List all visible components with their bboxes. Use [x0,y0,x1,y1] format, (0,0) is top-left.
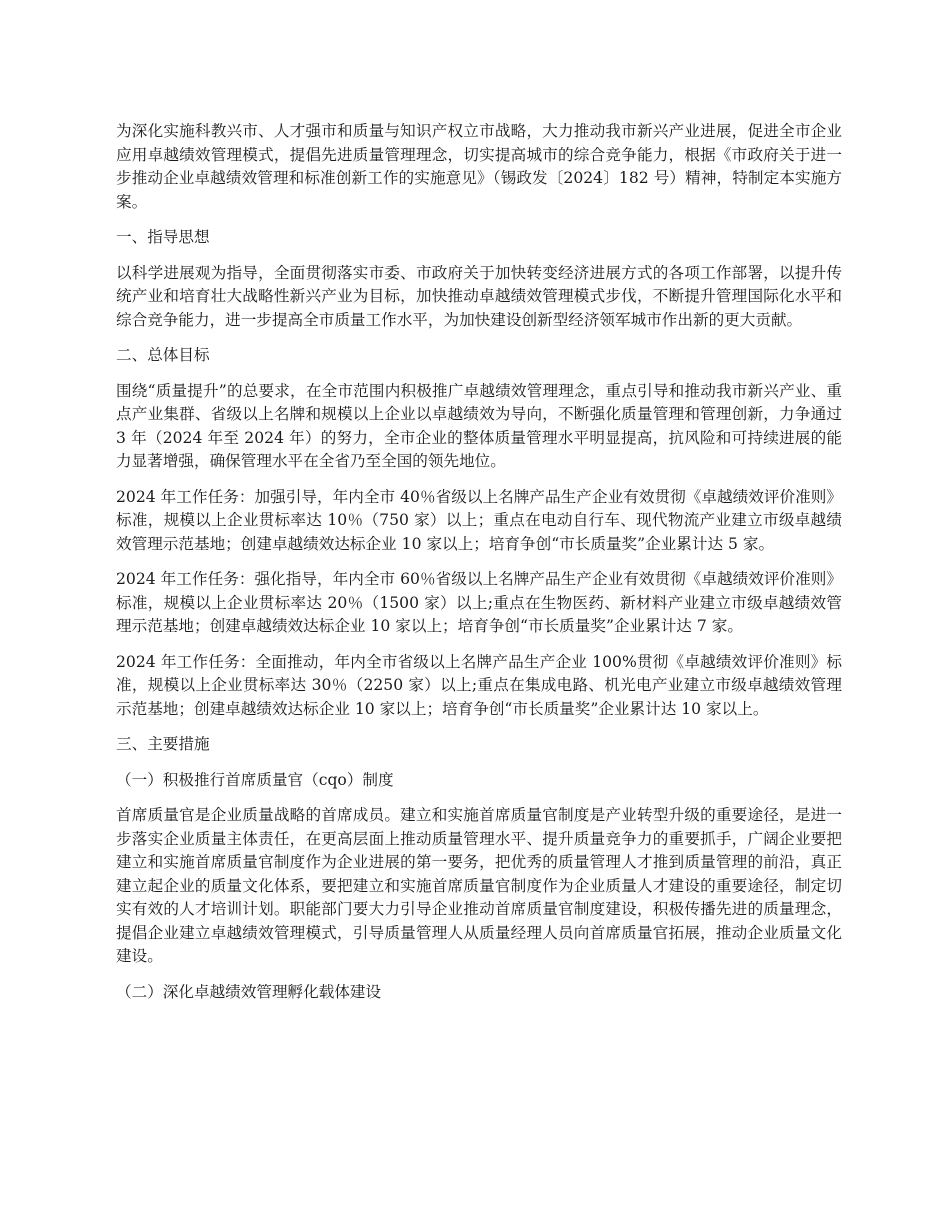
intro-paragraph: 为深化实施科教兴市、人才强市和质量与知识产权立市战略，大力推动我市新兴产业进展，促进全市企业应用卓越绩效管理模式，提倡先进质量管理理念，切实提高城市的综合竞争能力，根据《市政府关于进一步推动企业卓越绩效管理和标准创新工作的实施意见》（锡政发〔2024〕182 号）精神，特制定本实施方案。 [116,122,842,211]
section-heading-guiding-ideology: 一、指导思想 [116,228,210,246]
document-body [116,120,842,1016]
subsection-heading-cqo: （一）积极推行首席质量官（cqo）制度 [116,770,394,789]
cqo-paragraph: 首席质量官是企业质量战略的首席成员。建立和实施首席质量官制度是产业转型升级的重要途径，是进一步落实企业质量主体责任，在更高层面上推动质量管理水平、提升质量竞争力的重要抓手，广阔企业要把建立和实施首席质量官制度作为企业进展的第一要务，把优秀的质量管理人才推到质量管理的前沿，真正建立起企业的质量文化体系，要把建立和实施首席质量官制度作为企业质量人才建设的重要途径，制定切实有效的人才培训计划。职能部门要大力引导企业推动首席质量官制度建设，积极传播先进的质量理念，提倡企业建立卓越绩效管理模式，引导质量管理人从质量经理人员向首席质量官拓展，推动企业质量文化建设。 [116,806,842,965]
overall-goals-paragraph: 围绕“质量提升”的总要求，在全市范围内积极推广卓越绩效管理理念，重点引导和推动我市新兴产业、重点产业集群、省级以上名牌和规模以上企业以卓越绩效为导向，不断强化质量管理和管理创新，力争通过 3 年（2024 年至 2024 年）的努力，全市企业的整体质量管理水平明显提高，抗风险和可持续进展的能力显著增强，确保管理水平在全省乃至全国的领先地位。 [116,381,842,470]
task-paragraph-1: 2024 年工作任务：加强引导，年内全市 40％省级以上名牌产品生产企业有效贯彻《卓越绩效评价准则》标准，规模以上企业贯标率达 10％（750 家）以上；重点在电动自行车、现代物流产业建立市级卓越绩效管理示范基地；创建卓越绩效达标企业 10 家以上；培育争创“市长质量奖”企业累计达 5 家。 [116,487,842,553]
subsection-heading-incubation: （二）深化卓越绩效管理孵化载体建设 [116,982,382,1001]
task-paragraph-2: 2024 年工作任务：强化指导，年内全市 60％省级以上名牌产品生产企业有效贯彻《卓越绩效评价准则》标准，规模以上企业贯标率达 20％（1500 家）以上;重点在生物医药、新材料产业建立市级卓越绩效管理示范基地；创建卓越绩效达标企业 10 家以上；培育争创“市长质量奖”企业累计达 7 家。 [116,570,842,635]
guiding-ideology-paragraph: 以科学进展观为指导，全面贯彻落实市委、市政府关于加快转变经济进展方式的各项工作部署，以提升传统产业和培育壮大战略性新兴产业为目标，加快推动卓越绩效管理模式步伐，不断提升管理国际化水平和综合竞争能力，进一步提高全市质量工作水平，为加快建设创新型经济领军城市作出新的更大贡献。 [116,263,842,329]
section-heading-main-measures: 三、主要措施 [116,735,210,753]
task-paragraph-3: 2024 年工作任务：全面推动，年内全市省级以上名牌产品生产企业 100%贯彻《卓越绩效评价准则》标准，规模以上企业贯标率达 30％（2250 家）以上;重点在集成电路、机光电产业建立市级卓越绩效管理示范基地；创建卓越绩效达标企业 10 家以上；培育争创“市长质量奖”企业累计达 10 家以上。 [116,652,842,718]
section-heading-overall-goals: 二、总体目标 [116,346,210,364]
